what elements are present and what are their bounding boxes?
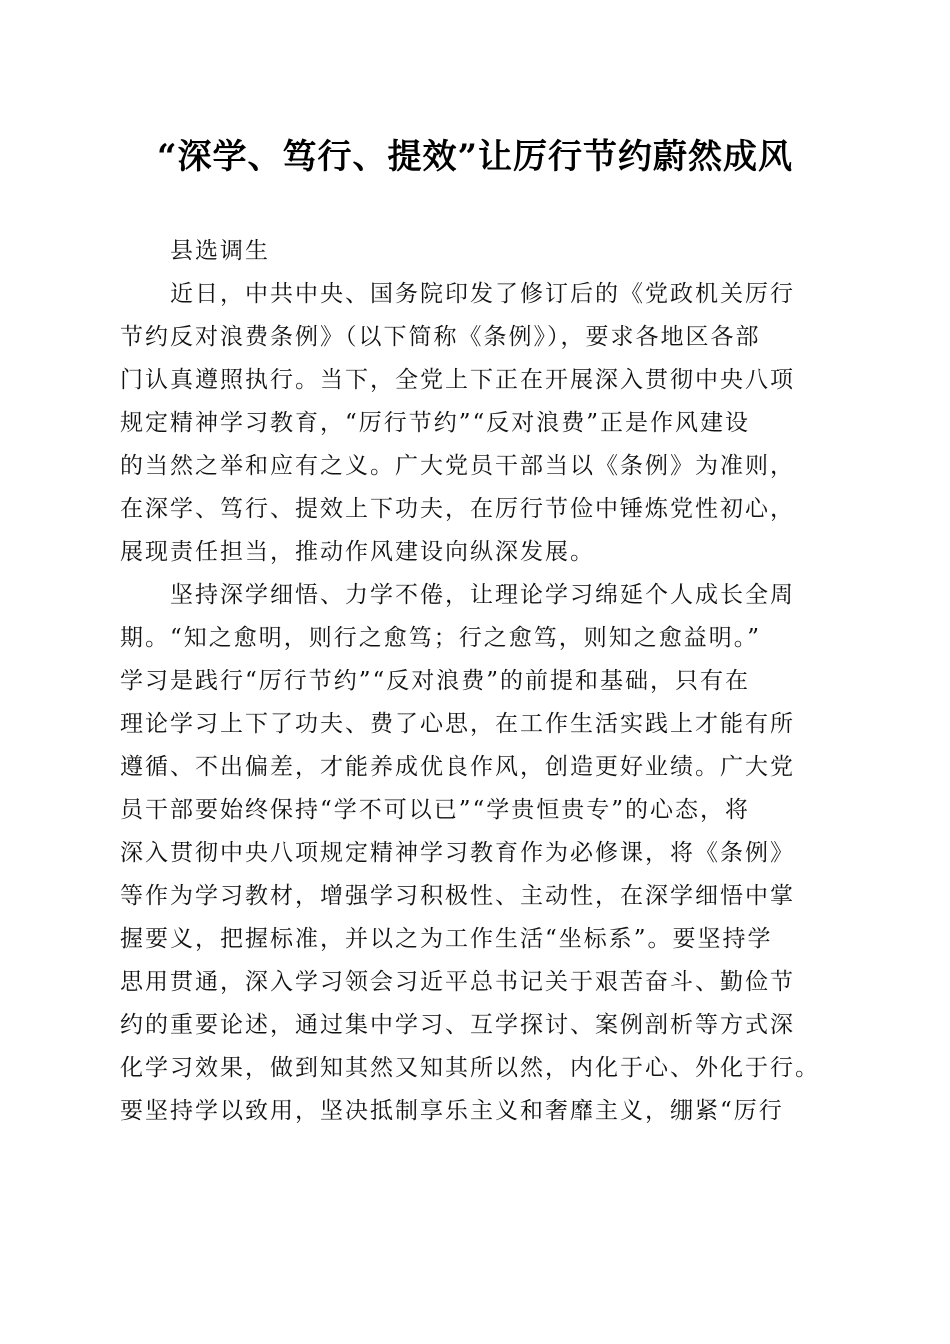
paragraph-1 [120,273,840,574]
paragraph-line: 坚持深学细悟、力学不倦，让理论学习绵延个人成长全周 [170,582,795,608]
document-title: “深学、笃行、提效”让厉行节约蔚然成风 [156,137,794,177]
paragraph-line: 要坚持学以致用，坚决抵制享乐主义和奢靡主义，绷紧“厉行 [120,1098,784,1124]
paragraph-line: 近日，中共中央、国务院印发了修订后的《党政机关厉行 [170,281,795,307]
author-line: 县选调生 [170,238,270,264]
paragraph-line: 约的重要论述，通过集中学习、互学探讨、案例剖析等方式深 [120,1012,795,1038]
paragraph-line: 等作为学习教材，增强学习积极性、主动性，在深学细悟中掌 [120,883,795,909]
paragraph-line: 理论学习上下了功夫、费了心思，在工作生活实践上才能有所 [120,711,795,737]
paragraph-line: 规定精神学习教育，“厉行节约”“反对浪费”正是作风建设 [120,410,751,436]
paragraph-line: 思用贯通，深入学习领会习近平总书记关于艰苦奋斗、勤俭节 [120,969,795,995]
paragraph-line: 门认真遵照执行。当下，全党上下正在开展深入贯彻中央八项 [120,367,795,393]
paragraph-line: 员干部要始终保持“学不可以已”“学贵恒贵专”的心态，将 [120,797,751,823]
paragraph-line: 遵循、不出偏差，才能养成优良作风，创造更好业绩。广大党 [120,754,795,780]
paragraph-line: 的当然之举和应有之义。广大党员干部当以《条例》为准则， [120,453,795,479]
document-body [120,230,840,1133]
paragraph-line: 节约反对浪费条例》（以下简称《条例》），要求各地区各部 [120,324,761,350]
paragraph-line: 在深学、笃行、提效上下功夫，在厉行节俭中锤炼党性初心， [120,496,795,522]
paragraph-line: 握要义，把握标准，并以之为工作生活“坐标系”。要坚持学 [120,926,773,952]
paragraph-line: 期。“知之愈明，则行之愈笃；行之愈笃，则知之愈益明。” [120,625,762,651]
paragraph-line: 化学习效果，做到知其然又知其所以然，内化于心、外化于行。 [120,1055,820,1081]
paragraph-2 [120,574,840,1133]
paragraph-line: 展现责任担当，推动作风建设向纵深发展。 [120,539,595,565]
paragraph-line: 学习是践行“厉行节约”“反对浪费”的前提和基础，只有在 [120,668,751,694]
paragraph-line: 深入贯彻中央八项规定精神学习教育作为必修课，将《条例》 [120,840,795,866]
